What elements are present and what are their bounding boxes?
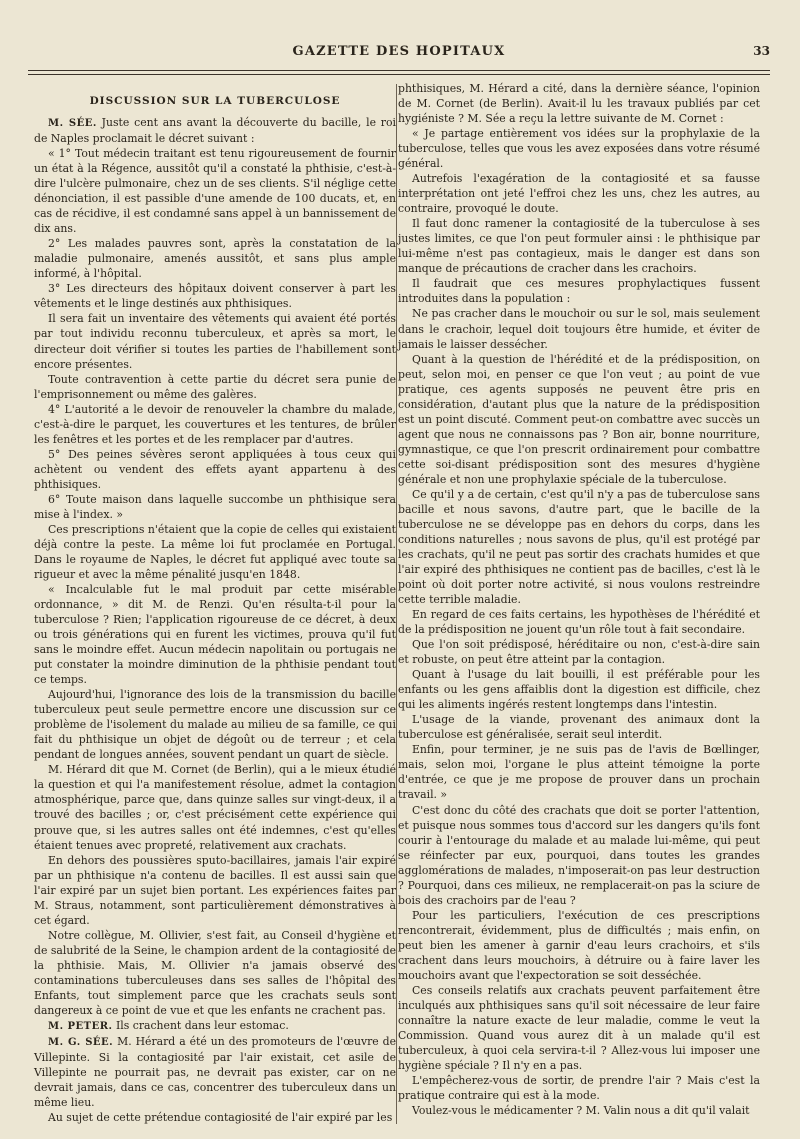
paragraph-text: Autrefois l'exagération de la contagiosité et sa fausse interprétation ont jeté l'effroi chez les uns, chez les autres, au contraire, provoqué le doute.	[398, 172, 760, 216]
paragraph	[398, 276, 760, 306]
column-divider	[396, 84, 397, 1124]
paragraph	[34, 1034, 396, 1110]
paragraph-text: Quant à l'usage du lait bouilli, il est préférable pour les enfants ou les gens affaiblis dont la digestion est difficile, chez qui les aliments ingérés restent longtemps dans l'intestin.	[398, 668, 760, 712]
paragraph-text: Ces conseils relatifs aux crachats peuvent parfaitement être inculqués aux phthisiques sans qu'il soit nécessaire de leur faire connaître la nature exacte de leur maladie, comme le veut la Commission. Quand vous aurez dit à un malade qu'il est tuberculeux, à quoi cela servira-t-il ? Allez-vous lui imposer une hygiène spéciale ? Il n'y en a pas.	[398, 983, 760, 1073]
paragraph-text: 6° Toute maison dans laquelle succombe un phthisique sera mise à l'index. »	[34, 492, 396, 521]
paragraph	[398, 607, 760, 637]
paragraph	[34, 853, 396, 928]
section-title: DISCUSSION SUR LA TUBERCULOSE	[89, 95, 341, 107]
paragraph-text: 4° L'autorité a le devoir de renouveler la chambre du malade, c'est-à-dire le parquet, les couvertures et les tentures, de brûler les fenêtres et les portes et de les remplacer par d'autres.	[34, 402, 396, 446]
paragraph-text: Ne pas cracher dans le mouchoir ou sur le sol, mais seulement dans le crachoir, lequel doit toujours être humide, et éviter de jamais le laisser dessécher.	[398, 307, 760, 351]
header-rule-bottom	[28, 74, 770, 75]
paragraph	[34, 928, 396, 1018]
paragraph	[398, 712, 760, 742]
paragraph	[398, 306, 760, 351]
paragraph	[398, 803, 760, 908]
page-header	[28, 44, 770, 66]
paragraph	[398, 983, 760, 1073]
paragraph-text: Au sujet de cette prétendue contagiosité de l'air expiré par les	[48, 1111, 393, 1125]
paragraph	[34, 762, 396, 852]
paragraph-text: Il faut donc ramener la contagiosité de la tuberculose à ses justes limites, ce que l'on peut formuler ainsi : le phthisique par lui-même n'est pas contagieux, mais le danger est dans son manque de précautions de cracher dans les crachoirs.	[398, 217, 760, 276]
paragraph-text: Pour les particuliers, l'exécution de ces prescriptions rencontrerait, évidemment, plus de difficultés ; mais enfin, on peut bien les amener à garnir d'eau leurs crachoirs, et s'ils crachent dans leurs mouchoirs, à détruire ou à faire laver les mouchoirs avant que l'expectoration se soit desséchée.	[398, 908, 760, 982]
paragraph-text: Enfin, pour terminer, je ne suis pas de l'avis de Bœllinger, mais, selon moi, l'organe le plus atteint témoigne la porte d'entrée, ce que je me propose de prouver dans un prochain travail. »	[398, 743, 760, 802]
paragraph-text: En dehors des poussières sputo-bacillaires, jamais l'air expiré par un phthisique n'a contenu de bacilles. Il est aussi sain que l'air expiré par un sujet bien portant. Les expériences faites par M. Straus, notamment, sont particulièrement démonstratives à cet égard.	[34, 853, 396, 927]
paragraph-text: « Je partage entièrement vos idées sur la prophylaxie de la tuberculose, telles que vous les avez exposées dans votre résumé général.	[398, 127, 760, 171]
paragraph	[398, 1073, 760, 1103]
paragraph-text: phthisiques, M. Hérard a cité, dans la dernière séance, l'opinion de M. Cornet (de Berlin). Avait-il lu les travaux publiés par cet hygiéniste ? M. Sée a reçu la lettre suivante de M. Cornet :	[398, 82, 760, 126]
paragraph-text: Voulez-vous le médicamenter ? M. Valin nous a dit qu'il valait	[412, 1104, 750, 1118]
paragraph-text: Ces prescriptions n'étaient que la copie de celles qui existaient déjà contre la peste. La même loi fut proclamée en Portugal. Dans le royaume de Naples, le décret fut appliqué avec toute sa rigueur et avec la même pénalité jusqu'en 1848.	[34, 522, 396, 581]
paragraph	[398, 908, 760, 983]
paragraph	[34, 281, 396, 311]
paragraph	[34, 447, 396, 492]
paragraph-text: 2° Les malades pauvres sont, après la constatation de la maladie pulmonaire, amenés aussitôt, et sans plus ample informé, à l'hôpital.	[34, 237, 396, 281]
paragraph-text: « 1° Tout médecin traitant est tenu rigoureusement de fournir un état à la Régence, aussitôt qu'il a constaté la phthisie, c'est-à-dire l'ulcère pulmonaire, chez un de ses clients. S'il néglige cette dénonciation, il est passible d'une amende de 100 ducats, et, en cas de récidive, il est condamné sans appel à un bannissement de dix ans.	[34, 147, 396, 236]
paragraph-text: Que l'on soit prédisposé, héréditaire ou non, c'est-à-dire sain et robuste, on peut être atteint par la contagion.	[398, 638, 760, 667]
paragraph	[398, 487, 760, 607]
paragraph-text: Aujourd'hui, l'ignorance des lois de la transmission du bacille tuberculeux peut seule permettre encore une discussion sur ce problème de l'isolement du malade au milieu de sa famille, ce qui fait du phthisique un objet de dégoût ou de terreur ; et cela pendant de longues années, souvent pendant un quart de siècle.	[34, 688, 396, 762]
paragraph	[34, 522, 396, 582]
paragraph-text: M. Hérard a été un des promoteurs de l'œuvre de Villepinte. Si la contagiosité par l'air existait, cet asile de Villepinte ne pourrait pas, ne devrait pas exister, car on ne devrait jamais, dans ce cas, concentrer des tuberculeux dans un même lieu.	[34, 1034, 396, 1110]
page-number: 33	[753, 44, 770, 58]
paragraph	[34, 582, 396, 687]
paragraph	[398, 171, 760, 216]
paragraph	[34, 402, 396, 447]
paragraph-text: Quant à la question de l'hérédité et de la prédisposition, on peut, selon moi, en penser ce que l'on veut ; au point de vue pratique, ces agents supposés ne peuvent être pris en considération, d'autant plus que la nature de la prédisposition est un point discuté. Comment peut-on combattre avec succès un agent que nous ne connaissons pas ? Bon air, bonne nourriture, gymnastique, ce que l'on prescrit ordinairement pour combattre cette soi-disant prédisposition sont des mesures d'hygiène générale et non une prophylaxie spéciale de la tuberculose.	[398, 352, 760, 486]
paragraph-text: Ils crachent dans leur estomac.	[115, 1018, 289, 1032]
paragraph	[34, 146, 396, 236]
paragraph	[34, 236, 396, 281]
paragraph	[398, 81, 760, 126]
paragraph	[398, 1103, 760, 1118]
paragraph-text: Il faudrait que ces mesures prophylactiques fussent introduites dans la population :	[398, 277, 760, 306]
paragraph-text: L'empêcherez-vous de sortir, de prendre l'air ? Mais c'est la pratique contraire qui est à la mode.	[398, 1074, 760, 1103]
header-rule-top	[28, 70, 770, 71]
paragraph-text: 3° Les directeurs des hôpitaux doivent conserver à part les vêtements et le linge destinés aux phthisiques.	[34, 282, 396, 311]
paragraph-text: 5° Des peines sévères seront appliquées à tous ceux qui achètent ou vendent des effets ayant appartenu à des phthisiques.	[34, 447, 396, 491]
paragraph-text: « Incalculable fut le mal produit par cette misérable ordonnance, » dit M. de Renzi. Qu'en résulta-t-il pour la tuberculose ? Rien; l'application rigoureuse de ce décret, à deux ou trois générations qui en furent les victimes, prouva qu'il fut sans le moindre effet. Aucun médecin napolitain ou portugais ne put constater la moindre diminution de la phthisie pendant tout ce temps.	[34, 583, 396, 687]
paragraph-text: Ce qu'il y a de certain, c'est qu'il n'y a pas de tuberculose sans bacille et nous savons, d'autre part, que le bacille de la tuberculose ne se développe pas en dehors du corps, dans les conditions naturelles ; nous savons de plus, qu'il est protégé par les crachats, qu'il ne peut pas sortir des crachats humides et que l'air expiré des phthisiques ne contient pas de bacilles, c'est là le point où doit porter notre activité, si nous voulons restreindre cette terrible maladie.	[398, 487, 760, 607]
paragraph	[398, 352, 760, 487]
paragraph-text: En regard de ces faits certains, les hypothèses de l'hérédité et de la prédisposition ne jouent qu'un rôle tout à fait secondaire.	[398, 608, 760, 637]
left-column	[34, 84, 396, 1125]
paragraph	[398, 742, 760, 802]
paragraph-text: M. Hérard dit que M. Cornet (de Berlin), qui a le mieux étudié la question et qui l'a manifestement résolue, admet la contagion atmosphérique, parce que, dans quinze salles sur vingt-deux, il a trouvé des bacilles ; or, c'est précisément cette expérience qui prouve que, si les autres salles ont été indemnes, c'est qu'elles étaient tenues avec propreté, relativement aux crachats.	[34, 763, 396, 852]
speaker-name: M. SÉE.	[48, 118, 97, 130]
paragraph	[398, 126, 760, 171]
paragraph	[34, 1110, 396, 1125]
paragraph	[398, 667, 760, 712]
paragraph-text: Toute contravention à cette partie du décret sera punie de l'emprisonnement ou même des galères.	[34, 372, 396, 401]
paragraph-text: C'est donc du côté des crachats que doit se porter l'attention, et puisque nous sommes tous d'accord sur les dangers qu'ils font courir à l'entourage du malade et au malade lui-même, qui peut se réinfecter par eux, pourquoi, dans toutes les grandes agglomérations de malades, n'imposerait-on pas leur destruction ? Pourquoi, dans ces milieux, ne remplacerait-on pas la sciure de bois des crachoirs par de l'eau ?	[398, 803, 760, 907]
paragraph	[34, 492, 396, 522]
paragraph-text: Juste cent ans avant la découverte du bacille, le roi de Naples proclamait le décret suivant :	[34, 116, 396, 146]
paragraph	[34, 115, 396, 146]
paragraph	[398, 216, 760, 276]
speaker-name: M. PETER.	[48, 1020, 113, 1032]
right-column	[398, 81, 760, 1118]
paragraph	[34, 687, 396, 762]
paragraph	[34, 311, 396, 371]
paragraph-text: Il sera fait un inventaire des vêtements qui avaient été portés par tout individu reconnu tuberculeux, et après sa mort, le directeur doit vérifier si toutes les parties de l'habillement sont encore présentes.	[34, 312, 396, 371]
paragraph	[34, 372, 396, 402]
paragraph	[398, 637, 760, 667]
paragraph	[34, 1018, 396, 1034]
paragraph-text: L'usage de la viande, provenant des animaux dont la tuberculose est généralisée, serait seul interdit.	[398, 713, 760, 742]
paragraph-text: Notre collègue, M. Ollivier, s'est fait, au Conseil d'hygiène et de salubrité de la Seine, le champion ardent de la contagiosité de la phthisie. Mais, M. Ollivier n'a jamais observé des contaminations tuberculeuses dans ses salles de l'hôpital des Enfants, tout simplement parce que les crachats seuls sont dangereux à ce point de vue et que les enfants ne crachent pas.	[34, 928, 396, 1017]
running-title: GAZETTE DES HOPITAUX	[292, 44, 506, 59]
speaker-name: M. G. SÉE.	[48, 1036, 114, 1048]
